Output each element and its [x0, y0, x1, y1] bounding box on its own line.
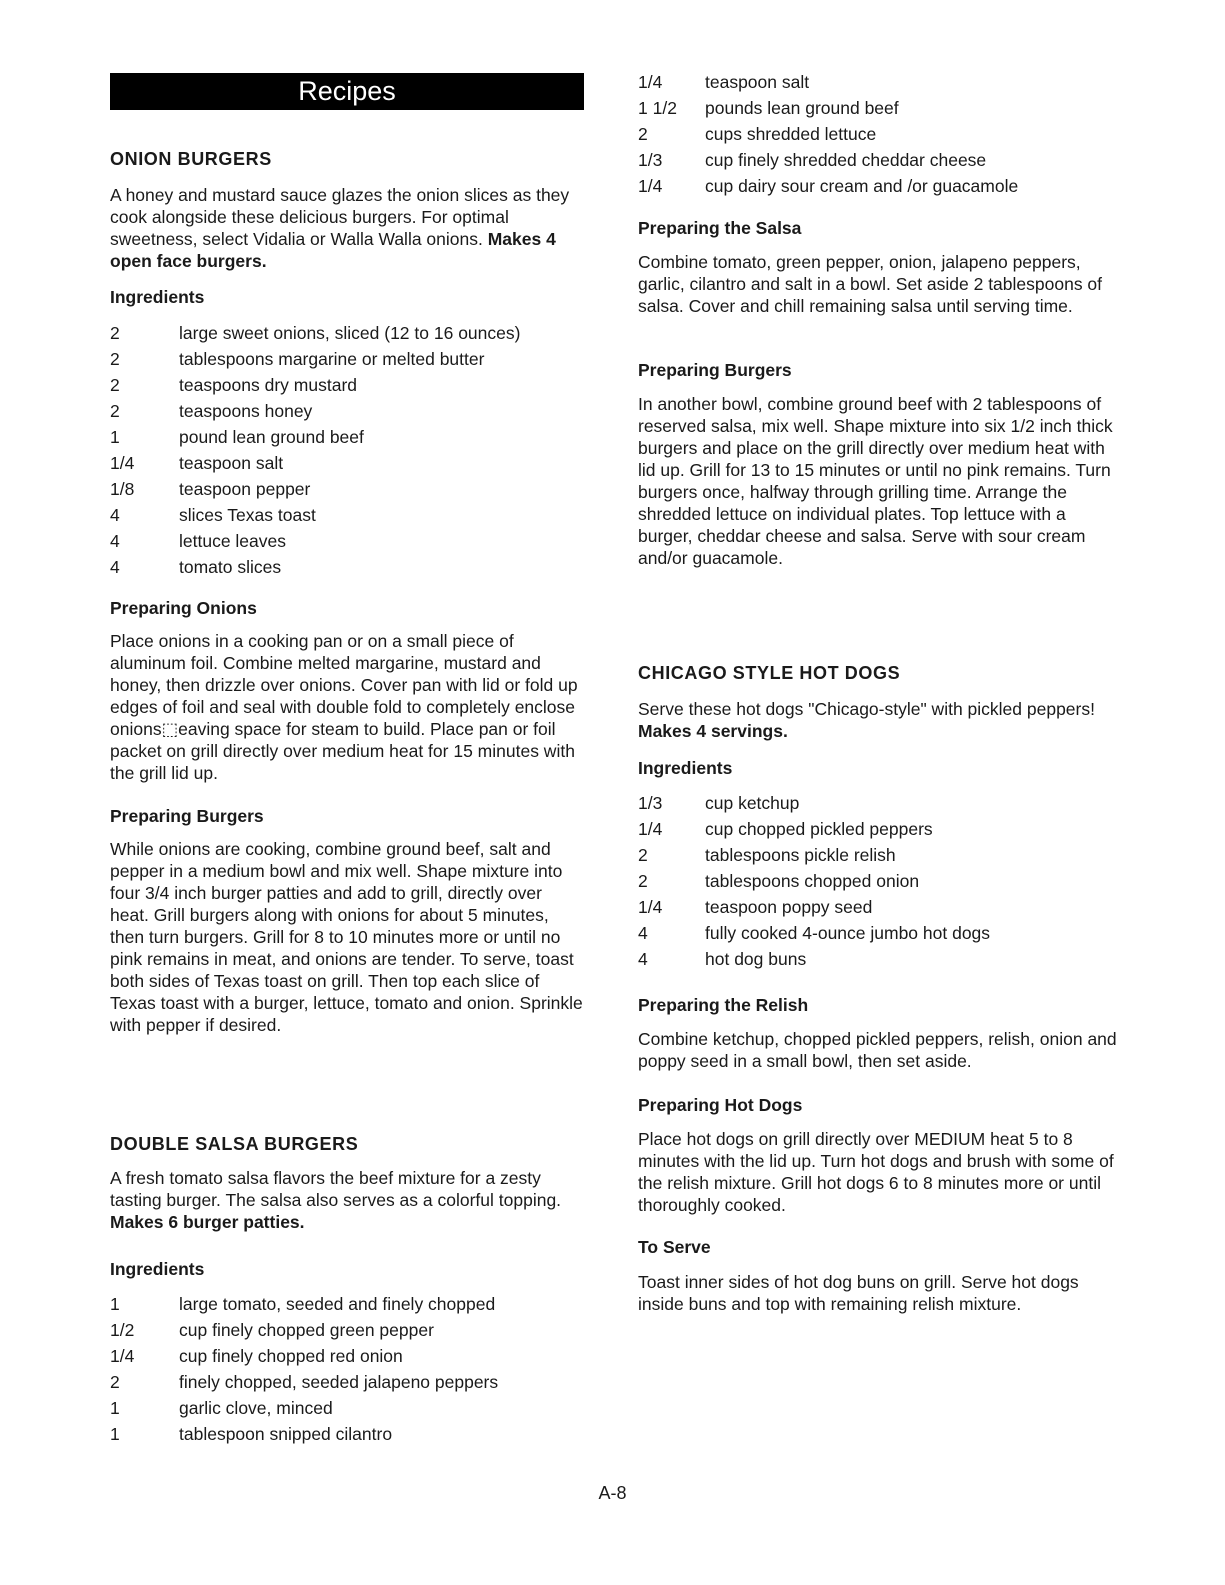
ingredient-item: cup finely shredded cheddar cheese: [705, 150, 987, 170]
ingredient-item: pounds lean ground beef: [705, 98, 899, 118]
ingredient-row: [110, 528, 585, 554]
ingredient-row: [110, 372, 585, 398]
ingredient-quantity: 2: [110, 375, 120, 395]
hotdogs-intro-text: Serve these hot dogs "Chicago-style" with pickled peppers!: [638, 699, 1095, 719]
ingredient-quantity: 4: [110, 505, 120, 525]
ingredient-quantity: 4: [110, 557, 120, 577]
ingredient-row: [110, 1291, 585, 1317]
ingredient-row: [638, 173, 1123, 199]
ingredient-row: [638, 69, 1123, 95]
ingredient-row: [638, 121, 1123, 147]
hotdogs-serve-text: Toast inner sides of hot dog buns on grill. Serve hot dogs inside buns and top with remaining relish mixture.: [638, 1272, 1079, 1314]
ingredient-row: [638, 920, 1123, 946]
hotdogs-makes: Makes 4 servings.: [638, 721, 788, 741]
ingredient-row: [638, 790, 1123, 816]
ingredient-row: [638, 868, 1123, 894]
onion-ingredients-heading: Ingredients: [110, 287, 205, 307]
ingredient-item: pound lean ground beef: [179, 427, 364, 447]
ingredient-row: [110, 1421, 585, 1447]
ingredient-row: [110, 1369, 585, 1395]
hotdogs-serve-heading: To Serve: [638, 1237, 711, 1257]
ingredient-quantity: 1 1/2: [638, 98, 677, 118]
ingredient-quantity: 4: [638, 949, 648, 969]
ingredient-row: [110, 1395, 585, 1421]
ingredient-item: tablespoons margarine or melted butter: [179, 349, 485, 369]
ingredient-quantity: 1/3: [638, 150, 663, 170]
ingredient-quantity: 1/4: [638, 897, 663, 917]
hotdogs-intro: [638, 698, 1123, 742]
onion-makes: Makes 4 open face burgers.: [110, 229, 556, 271]
salsa-ingredients-list-right: [638, 69, 1123, 199]
ingredient-row: [638, 147, 1123, 173]
salsa-prep-burgers-text: In another bowl, combine ground beef with 2 tablespoons of reserved salsa, mix well. Shape mixture into six 1/2 inch thick burgers and place on the grill directly over medium heat with lid up. Grill for 13 to 15 minutes or until no pink remains. Turn burgers once, halfway through grilling time. Arrange the shredded lettuce on individual plates. Top lettuce with a burger, cheddar cheese and salsa. Serve with sour cream and/or guacamole.: [638, 394, 1113, 568]
ingredient-row: [110, 502, 585, 528]
ingredient-row: [638, 842, 1123, 868]
onion-burgers-intro: [110, 184, 585, 272]
ingredient-row: [110, 320, 585, 346]
ingredient-quantity: 1/2: [110, 1320, 135, 1340]
salsa-burgers-title: DOUBLE SALSA BURGERS: [110, 1134, 359, 1154]
ingredient-item: teaspoon pepper: [179, 479, 311, 499]
ingredient-item: large sweet onions, sliced (12 to 16 ounces): [179, 323, 521, 343]
ingredient-item: slices Texas toast: [179, 505, 316, 525]
salsa-prep-burgers-heading: Preparing Burgers: [638, 360, 792, 380]
ingredient-quantity: 4: [110, 531, 120, 551]
hotdogs-title: CHICAGO STYLE HOT DOGS: [638, 663, 901, 683]
hotdogs-prep-hotdogs-text: Place hot dogs on grill directly over MEDIUM heat 5 to 8 minutes with the lid up. Turn hot dogs and brush with some of the relish mixture. Grill hot dogs 6 to 8 minutes more or until thoroughly cooked.: [638, 1129, 1114, 1215]
ingredient-row: [110, 450, 585, 476]
ingredient-quantity: 4: [638, 923, 648, 943]
ingredient-item: teaspoon salt: [705, 72, 810, 92]
ingredient-item: cup chopped pickled peppers: [705, 819, 933, 839]
ingredient-item: tablespoons chopped onion: [705, 871, 920, 891]
ingredient-quantity: 1: [110, 1424, 120, 1444]
hotdogs-prep-hotdogs-heading: Preparing Hot Dogs: [638, 1095, 803, 1115]
ingredient-item: teaspoon poppy seed: [705, 897, 873, 917]
ingredient-row: [638, 894, 1123, 920]
ingredient-row: [110, 476, 585, 502]
section-banner: Recipes: [110, 73, 584, 110]
hotdogs-prep-relish-text: Combine ketchup, chopped pickled peppers, relish, onion and poppy seed in a small bowl, then set aside.: [638, 1029, 1117, 1071]
ingredient-quantity: 2: [110, 401, 120, 421]
ingredient-quantity: 2: [638, 871, 648, 891]
ingredient-item: cups shredded lettuce: [705, 124, 877, 144]
ingredient-row: [638, 95, 1123, 121]
hotdogs-ingredients-heading: Ingredients: [638, 758, 733, 778]
ingredient-item: hot dog buns: [705, 949, 807, 969]
ingredient-item: teaspoons honey: [179, 401, 313, 421]
ingredient-quantity: 1/4: [638, 176, 663, 196]
ingredient-row: [110, 1317, 585, 1343]
ingredient-quantity: 1/8: [110, 479, 135, 499]
ingredient-quantity: 1: [110, 1294, 120, 1314]
ingredient-item: tomato slices: [179, 557, 282, 577]
salsa-ingredients-list-left: [110, 1291, 585, 1447]
ingredient-quantity: 1/4: [110, 1346, 135, 1366]
salsa-intro-text: A fresh tomato salsa flavors the beef mixture for a zesty tasting burger. The salsa also serves as a colorful topping.: [110, 1168, 562, 1210]
hotdogs-ingredients-list: [638, 790, 1123, 972]
onion-prep-burgers-text: While onions are cooking, combine ground beef, salt and pepper in a medium bowl and mix well. Shape mixture into four 3/4 inch burger patties and add to grill, directly over heat. Grill burgers along with onions for about 5 minutes, then turn burgers. Grill for 8 to 10 minutes more or until no pink remains in meat, and onions are tender. To serve, toast both sides of Texas toast on grill. Then top each slice of Texas toast with a burger, lettuce, tomato and onion. Sprinkle with pepper if desired.: [110, 839, 583, 1035]
onion-intro-text: A honey and mustard sauce glazes the onion slices as they cook alongside these delicious burgers. For optimal sweetness, select Vidalia or Walla Walla onions.: [110, 185, 570, 249]
ingredient-row: [110, 424, 585, 450]
onion-prep-burgers-heading: Preparing Burgers: [110, 806, 264, 826]
ingredient-row: [110, 398, 585, 424]
onion-prep-onions-heading: Preparing Onions: [110, 598, 257, 618]
ingredient-quantity: 2: [638, 124, 648, 144]
salsa-burgers-intro: [110, 1167, 585, 1233]
ingredient-row: [110, 1343, 585, 1369]
ingredient-item: tablespoon snipped cilantro: [179, 1424, 393, 1444]
hotdogs-prep-relish-heading: Preparing the Relish: [638, 995, 809, 1015]
onion-ingredients-list: [110, 320, 585, 580]
ingredient-item: lettuce leaves: [179, 531, 287, 551]
page-number: A-8: [598, 1483, 627, 1503]
ingredient-item: fully cooked 4-ounce jumbo hot dogs: [705, 923, 991, 943]
salsa-makes: Makes 6 burger patties.: [110, 1212, 305, 1232]
salsa-ingredients-heading: Ingredients: [110, 1259, 205, 1279]
ingredient-quantity: 2: [110, 323, 120, 343]
ingredient-item: teaspoon salt: [179, 453, 284, 473]
ingredient-quantity: 2: [110, 349, 120, 369]
salsa-prep-salsa-heading: Preparing the Salsa: [638, 218, 802, 238]
ingredient-quantity: 1: [110, 1398, 120, 1418]
ingredient-item: cup dairy sour cream and /or guacamole: [705, 176, 1019, 196]
ingredient-quantity: 1/4: [638, 819, 663, 839]
ingredient-row: [638, 946, 1123, 972]
onion-burgers-title: ONION BURGERS: [110, 149, 272, 169]
ingredient-quantity: 2: [110, 1372, 120, 1392]
ingredient-quantity: 1/3: [638, 793, 663, 813]
ingredient-item: cup finely chopped red onion: [179, 1346, 403, 1366]
ingredient-quantity: 1: [110, 427, 120, 447]
ingredient-row: [638, 816, 1123, 842]
ingredient-row: [110, 346, 585, 372]
salsa-prep-salsa-text: Combine tomato, green pepper, onion, jalapeno peppers, garlic, cilantro and salt in a bowl. Set aside 2 tablespoons of salsa. Cover and chill remaining salsa until serving time.: [638, 252, 1103, 316]
ingredient-item: garlic clove, minced: [179, 1398, 333, 1418]
ingredient-item: cup finely chopped green pepper: [179, 1320, 434, 1340]
ingredient-row: [110, 554, 585, 580]
ingredient-quantity: 2: [638, 845, 648, 865]
ingredient-item: teaspoons dry mustard: [179, 375, 358, 395]
ingredient-quantity: 1/4: [638, 72, 663, 92]
ingredient-item: cup ketchup: [705, 793, 800, 813]
ingredient-item: large tomato, seeded and finely chopped: [179, 1294, 496, 1314]
onion-prep-onions-text: Place onions in a cooking pan or on a small piece of aluminum foil. Combine melted margarine, mustard and honey, then drizzle over onions. Cover pan with lid or fold up edges of foil and seal with double fold to completely enclose onions⬚eaving space for steam to build. Place pan or foil packet on grill directly over medium heat for 15 minutes with the grill lid up.: [110, 631, 578, 783]
ingredient-item: finely chopped, seeded jalapeno peppers: [179, 1372, 499, 1392]
ingredient-item: tablespoons pickle relish: [705, 845, 896, 865]
ingredient-quantity: 1/4: [110, 453, 135, 473]
